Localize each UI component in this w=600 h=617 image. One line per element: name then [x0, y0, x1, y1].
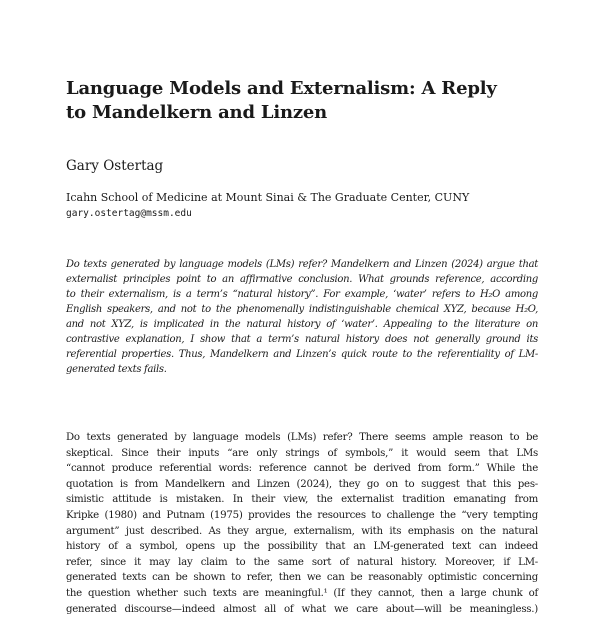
abstract-line: Do texts generated by language models (LMs) refer? Mandelkern and Linzen (2024) argue that [66, 259, 538, 270]
paper-title [66, 77, 536, 125]
body-line: Kripke (1980) and Putnam (1975) provides the resources to challenge the “very tempting [66, 509, 538, 521]
abstract-line: to their externalism, is a term’s “natural history”. For example, ‘water’ refers to H₂O among [66, 289, 538, 300]
abstract-line: externalist principles point to an affirmative conclusion. What grounds reference, according [66, 274, 538, 285]
body-paragraph [66, 430, 538, 617]
abstract-line: and not XYZ, is implicated in the natural history of ‘water’. Appealing to the literature on [66, 319, 538, 330]
body-line: argument” just described. As they argue, externalism, with its emphasis on the natural [66, 525, 538, 537]
abstract-line: generated texts fails. [66, 364, 167, 375]
title-line-1: Language Models and Externalism: A Reply [66, 78, 497, 99]
body-line: generated discourse—indeed almost all of what we care about—will be meaningless.) [66, 603, 538, 615]
body-line: Do texts generated by language models (LMs) refer? There seems ample reason to be [66, 432, 538, 443]
abstract [66, 257, 538, 377]
author-email[interactable]: gary.ostertag@mssm.edu [66, 208, 192, 219]
body-line: history of a symbol, opens up the possibility that an LM-generated text can indeed [66, 541, 538, 553]
abstract-line: contrastive explanation, I show that a term’s natural history does not generally ground its [66, 334, 538, 345]
body-line: simistic attitude is mistaken. In their view, the externalist tradition emanating from [66, 494, 538, 506]
abstract-line: English speakers, and not to the phenomenally indistinguishable chemical XYZ, because H₂O, [66, 304, 538, 315]
author-name: Gary Ostertag [66, 158, 164, 174]
author-affiliation: Icahn School of Medicine at Mount Sinai & The Graduate Center, CUNY [66, 191, 470, 204]
body-line: quotation is from Mandelkern and Linzen (2024), they go on to suggest that this pes- [66, 478, 538, 490]
body-line: refer, since it may lay claim to the same sort of natural history. Moreover, if LM- [66, 556, 538, 568]
body-line: “cannot produce referential words: reference cannot be derived from form.” While the [66, 463, 538, 475]
body-line: generated texts can be shown to refer, then we can be reasonably optimistic concerning [66, 572, 538, 584]
body-line: skeptical. Since their inputs “are only strings of symbols,” it would seem that LMs [66, 447, 538, 459]
body-line: the question whether such texts are meaningful.¹ (If they cannot, then a large chunk of [66, 587, 538, 599]
abstract-line: referential properties. Thus, Mandelkern and Linzen’s quick route to the referentiality of LM- [66, 349, 538, 360]
title-line-2: to Mandelkern and Linzen [66, 102, 328, 123]
